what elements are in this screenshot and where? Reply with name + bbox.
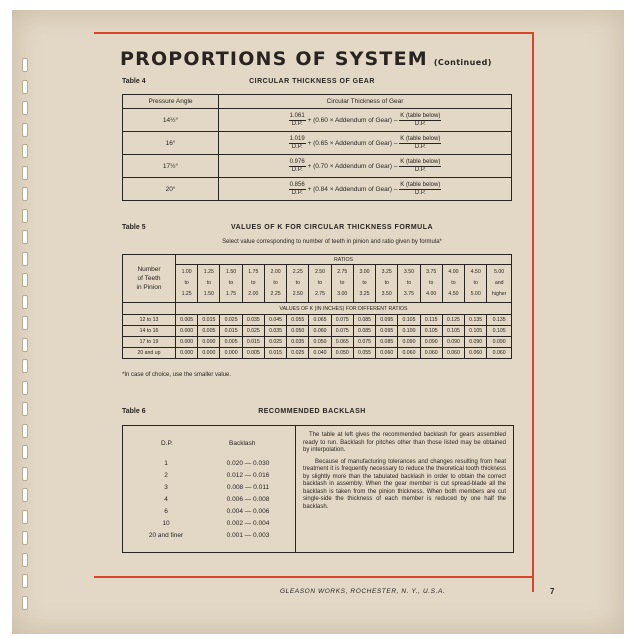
ratio-range: 1.50 to 1.75	[220, 265, 242, 303]
binding-hole	[22, 166, 28, 180]
table6-backlash: 0.020 — 0.030	[226, 460, 270, 467]
binding-hole	[22, 230, 28, 244]
binding-hole	[22, 295, 28, 309]
ratio-range: 1.00 to 1.25	[176, 265, 198, 303]
pressure-angle: 14½°	[123, 109, 219, 132]
ratio-range: 2.75 to 3.00	[331, 265, 353, 303]
binding-hole	[22, 58, 28, 72]
table4-col-thickness: Circular Thickness of Gear	[219, 95, 512, 109]
binding-hole	[22, 359, 28, 373]
k-value: 0.060	[442, 348, 464, 359]
binding-hole	[22, 424, 28, 438]
ratio-range: 2.25 to 2.50	[287, 265, 309, 303]
k-value: 0.035	[242, 315, 264, 326]
table6-dp: 3	[164, 484, 168, 491]
k-value: 0.005	[198, 326, 220, 337]
k-value: 0.135	[487, 315, 512, 326]
k-value: 0.060	[398, 348, 420, 359]
top-red-rule	[94, 32, 534, 34]
k-value: 0.050	[309, 337, 331, 348]
backlash-note-2: Because of manufacturing tolerances and changes resulting from heat treatment it is frequently necessary to reduce the theoretical tooth thickness by slightly more than the tabulated backlash in order to obtain the correct backlash in assembly. When the gear member is cut spread-blade all the backlash is taken from the pinion thickness. When both members are cut single-side the thickness of each member is reduced by one half the backlash.	[303, 458, 506, 510]
binding-hole	[22, 445, 28, 459]
ratio-range: 4.50 to 5.00	[465, 265, 487, 303]
table4-row	[123, 109, 512, 132]
bottom-red-rule	[94, 576, 534, 578]
table6-dp: 6	[164, 508, 168, 515]
table6-backlash: 0.002 — 0.004	[226, 520, 270, 527]
k-value: 0.050	[287, 326, 309, 337]
k-value-row	[123, 315, 512, 326]
binding-hole	[22, 402, 28, 416]
table6-col-dp: D.P.	[161, 440, 173, 447]
k-value: 0.055	[353, 348, 375, 359]
ratios-header: RATIOS	[176, 255, 512, 265]
k-value: 0.095	[376, 326, 398, 337]
k-value: 0.000	[198, 348, 220, 359]
table6-dp: 1	[164, 460, 168, 467]
document-page	[12, 10, 624, 634]
k-value: 0.090	[442, 337, 464, 348]
k-value: 0.135	[465, 315, 487, 326]
k-value: 0.000	[176, 348, 198, 359]
pressure-angle: 20°	[123, 178, 219, 201]
title-suffix: (Continued)	[433, 58, 492, 67]
ratio-range: 2.00 to 2.25	[264, 265, 286, 303]
table6-backlash: 0.012 — 0.016	[226, 472, 270, 479]
table6-col-backlash: Backlash	[229, 440, 256, 447]
binding-hole	[22, 187, 28, 201]
k-value: 0.105	[465, 326, 487, 337]
k-value: 0.090	[487, 337, 512, 348]
k-value: 0.000	[176, 326, 198, 337]
k-value: 0.105	[487, 326, 512, 337]
table4-row	[123, 132, 512, 155]
k-value-row	[123, 326, 512, 337]
table6-backlash: 0.004 — 0.006	[226, 508, 270, 515]
binding-hole	[22, 467, 28, 481]
table6-backlash: 0.006 — 0.008	[226, 496, 270, 503]
pressure-angle: 17½°	[123, 155, 219, 178]
k-value: 0.075	[331, 315, 353, 326]
binding-hole	[22, 596, 28, 610]
k-value: 0.055	[287, 315, 309, 326]
ratio-range: 3.25 to 3.50	[376, 265, 398, 303]
binding-hole	[22, 252, 28, 266]
k-value: 0.090	[465, 337, 487, 348]
binding-hole	[22, 209, 28, 223]
table6-box	[122, 425, 514, 553]
k-value: 0.035	[264, 326, 286, 337]
teeth-header: Number of Teeth in Pinion	[123, 255, 176, 303]
k-value: 0.025	[264, 337, 286, 348]
k-value: 0.000	[176, 337, 198, 348]
k-value: 0.125	[442, 315, 464, 326]
binding-hole	[22, 273, 28, 287]
ratio-range: 1.25 to 1.50	[198, 265, 220, 303]
k-value: 0.000	[198, 337, 220, 348]
k-value: 0.105	[398, 315, 420, 326]
k-value-row	[123, 337, 512, 348]
table5-heading: VALUES OF K FOR CIRCULAR THICKNESS FORMULA	[230, 224, 434, 231]
k-value: 0.050	[331, 348, 353, 359]
table5-subheading: Select value corresponding to number of teeth in pinion and ratio given by formula*	[222, 239, 442, 245]
k-value: 0.090	[398, 337, 420, 348]
footer-publisher: GLEASON WORKS, ROCHESTER, N. Y., U.S.A.	[280, 588, 446, 595]
teeth-range: 20 and up	[123, 348, 176, 359]
binding-hole	[22, 338, 28, 352]
table4-heading: CIRCULAR THICKNESS OF GEAR	[249, 78, 375, 85]
k-value: 0.115	[420, 315, 442, 326]
k-value: 0.085	[376, 337, 398, 348]
page-number: 7	[550, 587, 555, 596]
teeth-range: 12 to 13	[123, 315, 176, 326]
k-value: 0.015	[220, 326, 242, 337]
k-value: 0.015	[242, 337, 264, 348]
backlash-note-1: The table at left gives the recommended backlash for gears assembled ready to run. Backlash for pitches other than those listed may be obtained by interpolation.	[303, 432, 506, 453]
k-value: 0.025	[287, 348, 309, 359]
table6-backlash: 0.001 — 0.003	[226, 532, 270, 539]
k-value: 0.075	[353, 337, 375, 348]
k-value: 0.105	[442, 326, 464, 337]
thickness-formula: $\frac{1.019}{D.P.}$ + (0.65 × Addendum of Gear) – $\frac{\text{K (table below)}}{D.P.}$	[219, 132, 512, 155]
page-title: PROPORTIONS OF SYSTEM (Continued)	[120, 48, 492, 70]
k-value: 0.060	[309, 326, 331, 337]
k-value: 0.015	[264, 348, 286, 359]
k-value: 0.025	[242, 326, 264, 337]
k-value: 0.025	[220, 315, 242, 326]
table6-heading: RECOMMENDED BACKLASH	[258, 408, 366, 415]
thickness-formula: $\frac{0.976}{D.P.}$ + (0.70 × Addendum of Gear) – $\frac{\text{K (table below)}}{D.P.}$	[219, 155, 512, 178]
k-value: 0.060	[376, 348, 398, 359]
ratio-range: 3.50 to 3.75	[398, 265, 420, 303]
k-value: 0.090	[420, 337, 442, 348]
k-value: 0.060	[487, 348, 512, 359]
binding-hole	[22, 531, 28, 545]
k-value: 0.045	[264, 315, 286, 326]
table6-dp: 10	[162, 520, 170, 527]
table6-dp: 4	[164, 496, 168, 503]
k-value: 0.085	[353, 315, 375, 326]
ratio-range: 5.00 and higher	[487, 265, 512, 303]
ratio-range: 3.75 to 4.00	[420, 265, 442, 303]
binding-hole	[22, 101, 28, 115]
table4-label: Table 4	[122, 78, 146, 85]
k-value: 0.060	[420, 348, 442, 359]
teeth-range: 14 to 16	[123, 326, 176, 337]
k-value: 0.000	[220, 348, 242, 359]
table6-dp: 2	[164, 472, 168, 479]
binding-hole	[22, 574, 28, 588]
binding-hole	[22, 553, 28, 567]
k-value: 0.095	[376, 315, 398, 326]
ratio-range: 2.50 to 2.75	[309, 265, 331, 303]
table5-footnote: *In case of choice, use the smaller value.	[122, 372, 232, 378]
k-value: 0.105	[420, 326, 442, 337]
right-red-rule	[532, 32, 534, 592]
binding-hole	[22, 316, 28, 330]
k-value: 0.065	[309, 315, 331, 326]
table4-row	[123, 178, 512, 201]
k-value: 0.005	[176, 315, 198, 326]
k-value: 0.060	[465, 348, 487, 359]
table5	[122, 254, 512, 359]
k-value: 0.005	[220, 337, 242, 348]
ratio-range: 3.00 to 3.25	[353, 265, 375, 303]
k-value: 0.085	[353, 326, 375, 337]
thickness-formula: $\frac{1.061}{D.P.}$ + (0.60 × Addendum of Gear) – $\frac{\text{K (table below)}}{D.P.}$	[219, 109, 512, 132]
binding-hole	[22, 80, 28, 94]
k-value: 0.075	[331, 326, 353, 337]
table6-dp: 20 and finer	[148, 532, 184, 539]
binding-hole	[22, 510, 28, 524]
backlash-notes	[303, 432, 506, 511]
binding-hole	[22, 123, 28, 137]
k-value: 0.015	[198, 315, 220, 326]
k-value: 0.100	[398, 326, 420, 337]
k-value: 0.040	[309, 348, 331, 359]
ratio-range: 4.00 to 4.50	[442, 265, 464, 303]
thickness-formula: $\frac{0.856}{D.P.}$ + (0.84 × Addendum of Gear) – $\frac{\text{K (table below)}}{D.P.}$	[219, 178, 512, 201]
table6-backlash: 0.008 — 0.011	[226, 484, 270, 491]
binding-hole	[22, 144, 28, 158]
k-values-header: VALUES OF K (IN INCHES) FOR DIFFERENT RATIOS	[176, 303, 512, 315]
binding-hole	[22, 488, 28, 502]
k-value: 0.065	[331, 337, 353, 348]
binding-hole	[22, 381, 28, 395]
k-value: 0.035	[287, 337, 309, 348]
k-value-row	[123, 348, 512, 359]
table4-col-angle: Pressure Angle	[123, 95, 219, 109]
ratio-range: 1.75 to 2.00	[242, 265, 264, 303]
table4	[122, 94, 512, 201]
k-value: 0.005	[242, 348, 264, 359]
table4-row	[123, 155, 512, 178]
pressure-angle: 16°	[123, 132, 219, 155]
teeth-range: 17 to 19	[123, 337, 176, 348]
table5-label: Table 5	[122, 224, 146, 231]
table6-label: Table 6	[122, 408, 146, 415]
